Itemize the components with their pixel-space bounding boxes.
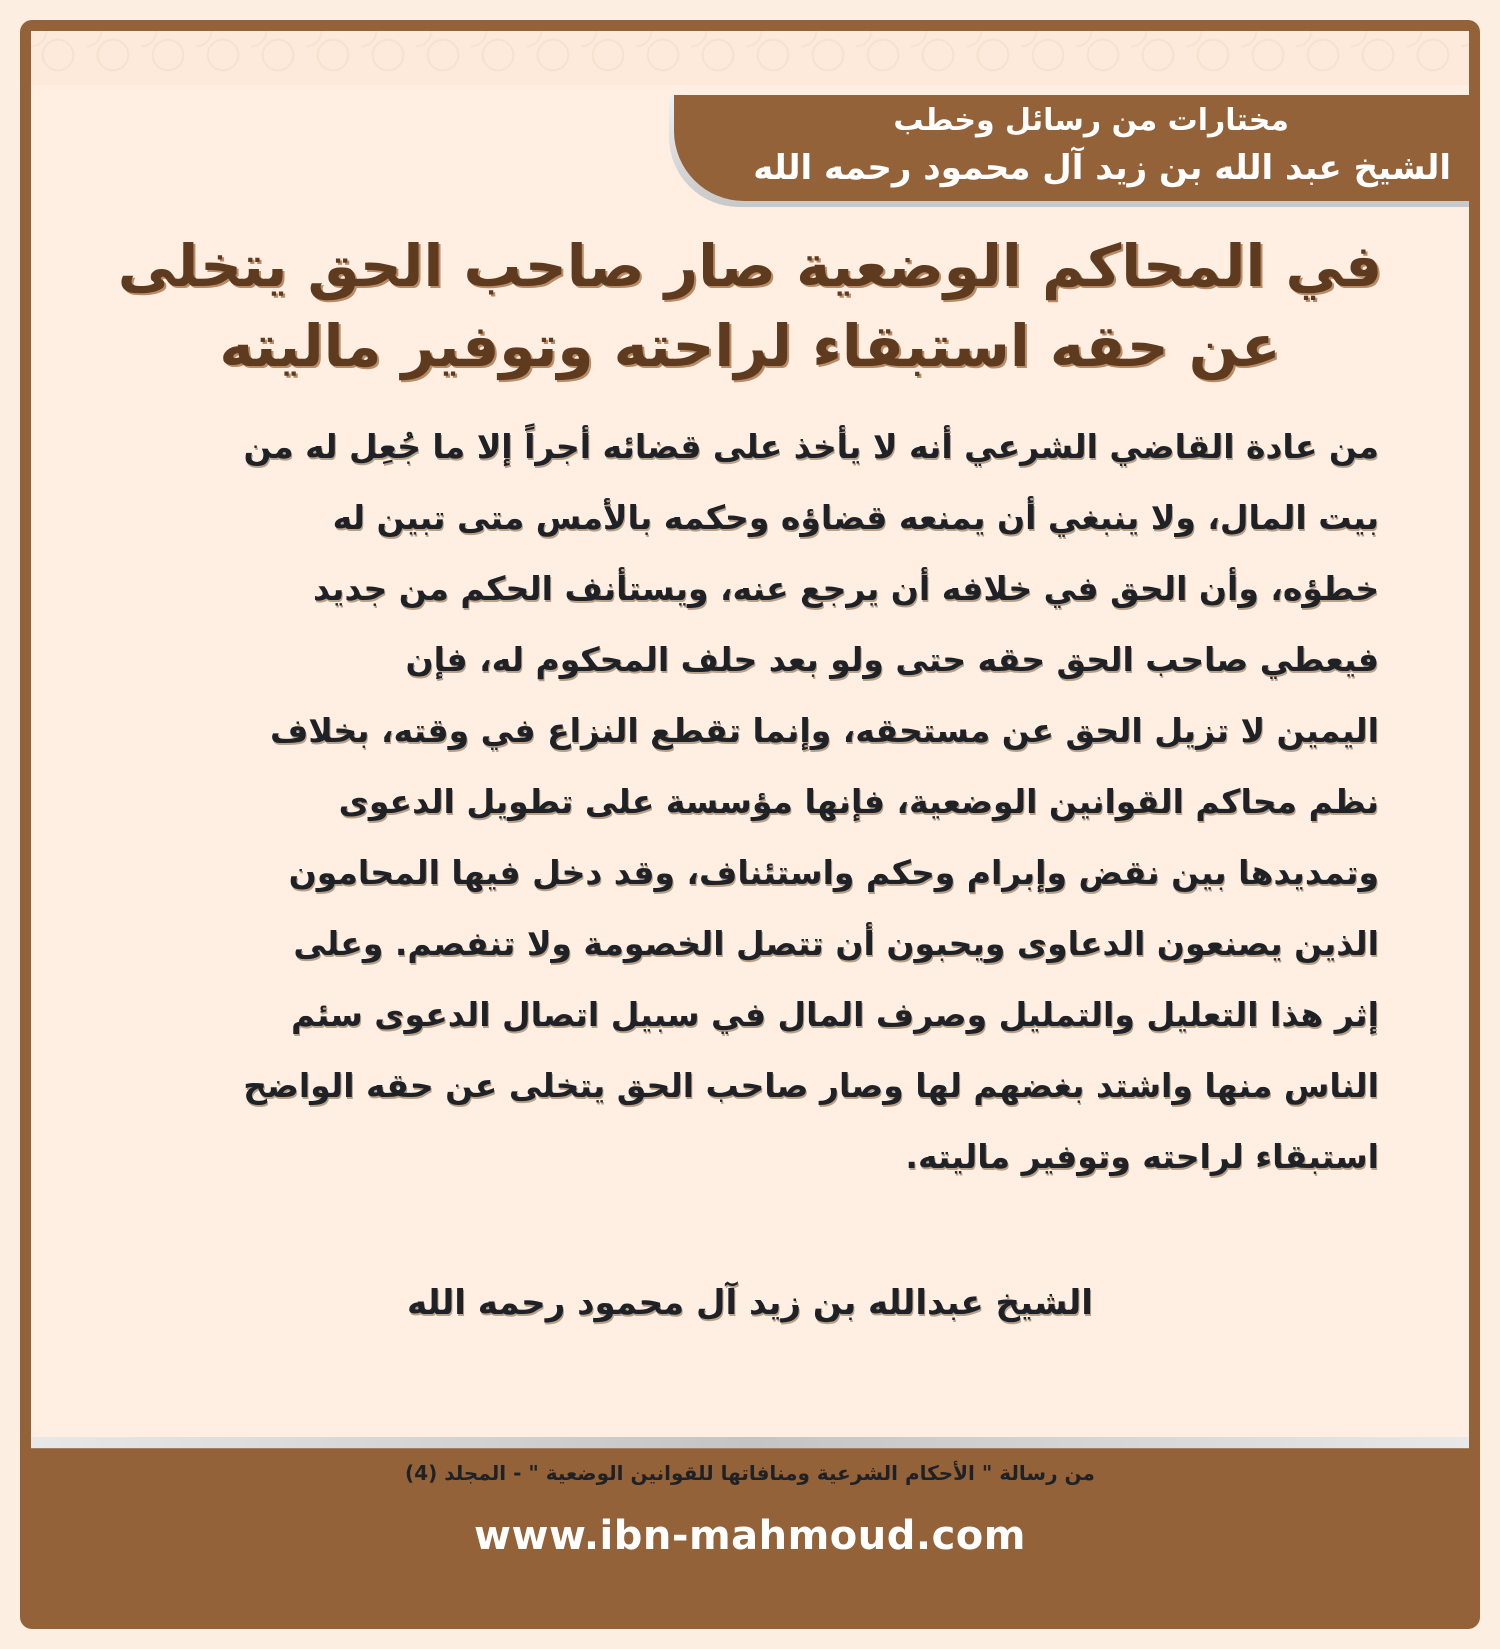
body-line: إثر هذا التعليل والتمليل وصرف المال في سبيل اتصال الدعوى سئم (290, 995, 1379, 1034)
body-line: من عادة القاضي الشرعي أنه لا يأخذ على قضائه أجراً إلا ما جُعِل له من (243, 427, 1379, 466)
title-line-2: عن حقه استبقاء لراحته وتوفير ماليته (219, 312, 1281, 380)
body-line: الذين يصنعون الدعاوى ويحبون أن تتصل الخصومة ولا تنفصم. وعلى (293, 924, 1379, 963)
banner-author-name: الشيخ عبد الله بن زيد آل محمود رحمه الله (753, 148, 1451, 188)
card-frame (20, 20, 1480, 1629)
article-body (121, 411, 1379, 1192)
body-line: وتمديدها بين نقض وإبرام وحكم واستئناف، وقد دخل فيها المحامون (288, 853, 1379, 892)
body-line: فيعطي صاحب الحق حقه حتى ولو بعد حلف المحكوم له، فإن (405, 640, 1379, 679)
content-panel (31, 31, 1469, 1485)
body-line: استبقاء لراحته وتوفير ماليته. (905, 1137, 1379, 1176)
body-line: خطؤه، وأن الحق في خلافه أن يرجع عنه، ويستأنف الحكم من جديد (313, 569, 1379, 608)
website-link[interactable]: www.ibn-mahmoud.com (474, 1513, 1026, 1559)
decorative-pattern (31, 31, 1469, 85)
author-signature: الشيخ عبدالله بن زيد آل محمود رحمه الله (407, 1283, 1093, 1323)
body-line: اليمين لا تزيل الحق عن مستحقه، وإنما تقطع النزاع في وقته، بخلاف (269, 711, 1379, 750)
body-line: بيت المال، ولا ينبغي أن يمنعه قضاؤه وحكمه بالأمس متى تبين له (332, 498, 1379, 537)
banner-series-title: مختارات من رسائل وخطب (893, 103, 1289, 138)
series-banner (674, 95, 1469, 201)
article-title (91, 226, 1409, 386)
body-line: نظم محاكم القوانين الوضعية، فإنها مؤسسة على تطويل الدعوى (338, 782, 1379, 821)
title-line-1: في المحاكم الوضعية صار صاحب الحق يتخلى (117, 232, 1383, 300)
body-line: الناس منها واشتد بغضهم لها وصار صاحب الحق يتخلى عن حقه الواضح (243, 1066, 1379, 1105)
source-citation: من رسالة " الأحكام الشرعية ومنافاتها للقوانين الوضعية " - المجلد (4) (405, 1461, 1095, 1485)
footer-divider (31, 1437, 1469, 1449)
